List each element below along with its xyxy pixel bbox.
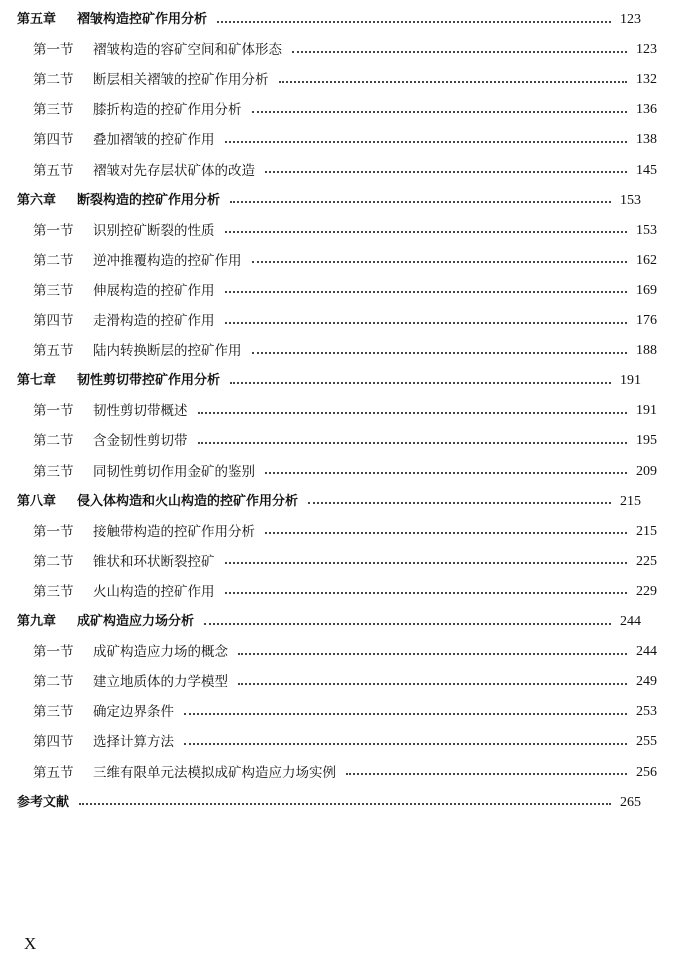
toc-page-number: 225	[636, 553, 657, 569]
toc-entry-number: 第四节	[33, 313, 74, 329]
toc-entry-title: 火山构造的控矿作用	[93, 583, 215, 600]
toc-entry-title: 断裂构造的控矿作用分析	[77, 192, 221, 208]
toc-section-entry[interactable]	[0, 249, 673, 273]
toc-page-number: 153	[620, 192, 641, 208]
toc-entry-number: 第五章	[17, 12, 57, 27]
toc-page-number: 256	[636, 764, 657, 780]
toc-entry-title: 成矿构造应力场分析	[77, 614, 195, 629]
toc-page-number: 136	[636, 102, 657, 118]
toc-entry-title: 选择计算方法	[93, 734, 174, 751]
toc-leader-dots	[252, 110, 628, 113]
toc-entry-title: 含金韧性剪切带	[93, 433, 188, 450]
toc-page-number: 265	[620, 794, 641, 810]
toc-leader-dots	[204, 622, 611, 625]
toc-leader-dots	[225, 290, 628, 293]
toc-leader-dots	[265, 170, 627, 173]
toc-page-number: 253	[636, 704, 657, 720]
toc-page-number: 188	[636, 343, 657, 359]
toc-entry-number: 第三节	[33, 704, 74, 721]
toc-page-number: 191	[620, 373, 641, 389]
toc-entry-number: 第一节	[33, 523, 74, 540]
toc-chapter-entry[interactable]	[0, 791, 657, 815]
toc-entry-title: 锥状和环状断裂控矿	[93, 553, 215, 570]
toc-page-number: 244	[636, 644, 657, 660]
toc-entry-number: 第三节	[33, 282, 74, 299]
toc-leader-dots	[225, 140, 628, 143]
toc-entry-number: 第三节	[33, 102, 74, 119]
toc-entry-number: 第五节	[33, 764, 74, 781]
toc-page-number: 169	[636, 282, 657, 298]
toc-entry-number: 第四节	[33, 132, 74, 149]
toc-section-entry[interactable]	[0, 219, 673, 243]
toc-entry-number: 第三节	[33, 583, 74, 600]
toc-page-number: 209	[636, 463, 657, 479]
toc-page-number: 255	[636, 734, 657, 750]
toc-entry-title: 识别控矿断裂的性质	[93, 222, 215, 239]
toc-entry-title: 逆冲推覆构造的控矿作用	[93, 252, 242, 269]
toc-page-number: 123	[636, 42, 657, 58]
toc-entry-title: 侵入体构造和火山构造的控矿作用分析	[77, 493, 299, 509]
toc-leader-dots	[225, 230, 628, 233]
toc-page-number: 215	[620, 493, 641, 509]
toc-section-entry[interactable]	[0, 399, 673, 423]
toc-section-entry[interactable]	[0, 429, 673, 453]
toc-page-number: 215	[636, 523, 657, 539]
toc-leader-dots	[279, 80, 628, 83]
toc-section-entry[interactable]	[0, 640, 673, 664]
toc-entry-number: 第四节	[33, 734, 74, 751]
toc-section-entry[interactable]	[0, 700, 673, 724]
toc-entry-number: 第五节	[33, 343, 74, 360]
toc-entry-title: 参考文献	[17, 794, 70, 810]
toc-section-entry[interactable]	[0, 550, 673, 574]
toc-leader-dots	[225, 321, 628, 324]
toc-leader-dots	[184, 742, 627, 745]
toc-leader-dots	[292, 50, 627, 53]
toc-entry-title: 韧性剪切带控矿作用分析	[77, 373, 221, 389]
toc-section-entry[interactable]	[0, 520, 673, 544]
toc-leader-dots	[79, 802, 611, 805]
toc-entry-number: 第一节	[33, 644, 74, 661]
toc-page-number: 249	[636, 674, 657, 690]
toc-leader-dots	[225, 591, 628, 594]
toc-entry-title: 三维有限单元法模拟成矿构造应力场实例	[93, 764, 336, 781]
toc-section-entry[interactable]	[0, 761, 673, 785]
toc-entry-number: 第二节	[33, 252, 74, 269]
toc-entry-number: 第八章	[17, 493, 57, 509]
toc-leader-dots	[230, 381, 611, 384]
toc-entry-number: 第一节	[33, 222, 74, 239]
toc-chapter-entry[interactable]	[0, 8, 657, 32]
toc-entry-number: 第五节	[33, 162, 74, 179]
toc-section-entry[interactable]	[0, 279, 673, 303]
toc-page-number: 138	[636, 132, 657, 148]
toc-leader-dots	[252, 260, 628, 263]
toc-entry-number: 第二节	[33, 433, 74, 450]
toc-page-number: 145	[636, 162, 657, 178]
toc-entry-number: 第二节	[33, 674, 74, 691]
toc-leader-dots	[238, 682, 627, 685]
toc-entry-title: 褶皱构造控矿作用分析	[77, 12, 208, 27]
toc-section-entry[interactable]	[0, 670, 673, 694]
toc-entry-title: 叠加褶皱的控矿作用	[93, 132, 215, 149]
toc-leader-dots	[308, 501, 611, 504]
toc-page-number: 162	[636, 252, 657, 268]
toc-entry-title: 成矿构造应力场的概念	[93, 644, 228, 661]
toc-leader-dots	[184, 712, 627, 715]
toc-page-number: 153	[636, 222, 657, 238]
toc-page-number: 191	[636, 403, 657, 419]
toc-page-number: 195	[636, 433, 657, 449]
toc-entry-number: 第一节	[33, 403, 74, 420]
toc-page-number: 123	[620, 12, 641, 27]
toc-entry-number: 第七章	[17, 373, 57, 389]
toc-entry-number: 第六章	[17, 192, 57, 208]
page-folio: X	[24, 934, 37, 953]
toc-entry-title: 韧性剪切带概述	[93, 403, 188, 420]
toc-entry-title: 同韧性剪切作用金矿的鉴别	[93, 463, 255, 480]
toc-leader-dots	[217, 20, 611, 23]
toc-entry-title: 建立地质体的力学模型	[93, 674, 228, 691]
toc-chapter-entry[interactable]	[0, 189, 657, 213]
toc-entry-number: 第二节	[33, 72, 74, 89]
toc-entry-title: 褶皱构造的容矿空间和矿体形态	[93, 42, 282, 59]
toc-leader-dots	[225, 561, 628, 564]
toc-leader-dots	[230, 200, 611, 203]
toc-page-number: 229	[636, 583, 657, 599]
toc-page-number: 176	[636, 313, 657, 328]
toc-entry-number: 第九章	[17, 614, 57, 629]
toc-entry-number: 第二节	[33, 553, 74, 570]
toc-entry-title: 陆内转换断层的控矿作用	[93, 343, 242, 360]
toc-section-entry[interactable]	[0, 339, 673, 363]
toc-page-number: 132	[636, 72, 657, 88]
toc-entry-title: 走滑构造的控矿作用	[93, 313, 215, 329]
toc-section-entry[interactable]	[0, 38, 673, 62]
toc-leader-dots	[265, 471, 627, 474]
toc-section-entry[interactable]	[0, 460, 673, 484]
toc-section-entry[interactable]	[0, 159, 673, 183]
toc-chapter-entry[interactable]	[0, 490, 657, 514]
toc-leader-dots	[238, 652, 627, 655]
toc-entry-title: 膝折构造的控矿作用分析	[93, 102, 242, 119]
toc-section-entry[interactable]	[0, 309, 673, 333]
toc-entry-title: 褶皱对先存层状矿体的改造	[93, 162, 255, 179]
toc-entry-title: 断层相关褶皱的控矿作用分析	[93, 72, 269, 89]
toc-entry-number: 第三节	[33, 463, 74, 480]
toc-section-entry[interactable]	[0, 580, 673, 604]
toc-entry-title: 伸展构造的控矿作用	[93, 282, 215, 299]
toc-page-number: 244	[620, 614, 641, 629]
toc-leader-dots	[346, 772, 627, 775]
toc-chapter-entry[interactable]	[0, 369, 657, 393]
toc-section-entry[interactable]	[0, 730, 673, 754]
toc-section-entry[interactable]	[0, 128, 673, 152]
toc-leader-dots	[198, 411, 628, 414]
toc-section-entry[interactable]	[0, 68, 673, 92]
toc-entry-number: 第一节	[33, 42, 74, 59]
toc-leader-dots	[265, 531, 627, 534]
toc-entry-title: 确定边界条件	[93, 704, 174, 721]
toc-section-entry[interactable]	[0, 98, 673, 122]
toc-chapter-entry[interactable]	[0, 610, 657, 634]
toc-entry-title: 接触带构造的控矿作用分析	[93, 523, 255, 540]
toc-leader-dots	[252, 351, 628, 354]
toc-leader-dots	[198, 441, 628, 444]
